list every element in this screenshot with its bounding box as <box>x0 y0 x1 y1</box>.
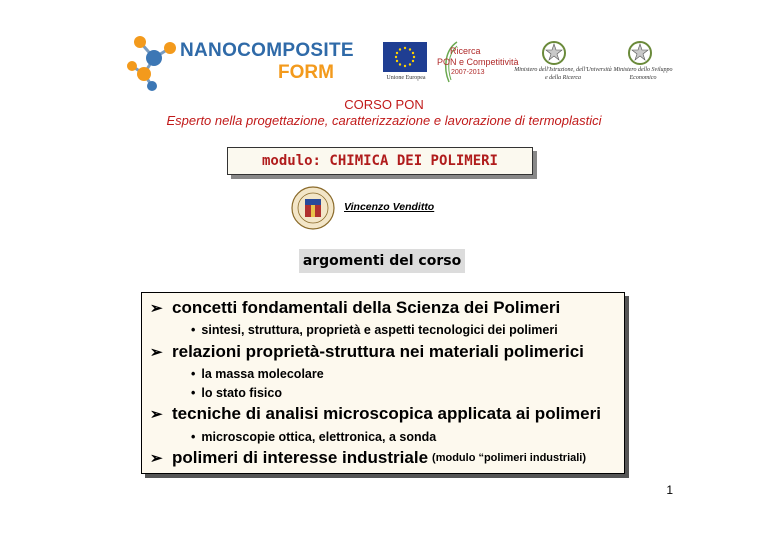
pon-logo <box>437 40 517 84</box>
topic-text: tecniche di analisi microscopica applicata ai polimeri <box>172 404 601 423</box>
author-name: Vincenzo Venditto <box>344 201 435 213</box>
subtopic-text: sintesi, struttura, proprietà e aspetti tecnologici dei polimeri <box>201 323 558 337</box>
eu-flag-icon <box>383 42 427 72</box>
bullet-dot: • <box>191 323 196 337</box>
pon-text-ricerca: Ricerca <box>450 46 481 56</box>
subtopic-text: la massa molecolare <box>201 367 324 381</box>
logo-text-line2: FORM <box>278 62 334 83</box>
topic-item-3 <box>150 404 601 424</box>
italian-emblem-icon <box>541 40 567 66</box>
topic-text: relazioni proprietà-struttura nei materiali polimerici <box>172 342 584 361</box>
bullet-dot: • <box>191 367 196 381</box>
logo-text-line1: NANOCOMPOSITE <box>180 40 354 61</box>
ministry-education-caption: Ministero dell'Istruzione, dell'Università e della Ricerca <box>514 67 612 81</box>
page-number: 1 <box>666 483 673 497</box>
subtopic-item <box>191 430 436 444</box>
subtopic-item <box>191 323 558 337</box>
course-title: CORSO PON <box>344 97 424 112</box>
subtopic-item <box>191 367 324 381</box>
subtopic-text: microscopie ottica, elettronica, a sonda <box>201 430 437 444</box>
nanocomposite-logo <box>122 28 354 92</box>
ministry-development-caption: Ministero dello Sviluppo Economico <box>613 67 673 81</box>
arrow-bullet-icon: ➢ <box>150 300 163 317</box>
arrow-bullet-icon: ➢ <box>150 450 163 467</box>
arrow-bullet-icon: ➢ <box>150 344 163 361</box>
pon-years: 2007-2013 <box>451 69 485 76</box>
bullet-dot: • <box>191 386 196 400</box>
topic-extra-text: (modulo “polimeri industriali) <box>432 452 587 464</box>
topic-text: polimeri di interesse industriale <box>172 448 429 467</box>
course-subtitle: Esperto nella progettazione, caratterizzazione e lavorazione di termoplastici <box>166 113 602 128</box>
topic-item-4 <box>150 448 586 468</box>
pon-text-competitivita: PON e Competitività <box>437 57 519 67</box>
topic-text: concetti fondamentali della Scienza dei Polimeri <box>172 298 561 317</box>
topics-box <box>141 292 625 474</box>
molecule-icon <box>122 28 182 92</box>
italian-emblem-icon-2 <box>627 40 653 66</box>
topic-item-1 <box>150 298 560 318</box>
subtopic-item <box>191 386 282 400</box>
eu-caption: Unione Europea <box>386 75 426 81</box>
subtopic-text: lo stato fisico <box>201 386 282 400</box>
arrow-bullet-icon: ➢ <box>150 406 163 423</box>
topic-item-2 <box>150 342 584 362</box>
bullet-dot: • <box>191 430 196 444</box>
university-seal-icon <box>291 186 335 230</box>
topics-label: argomenti del corso <box>299 249 465 273</box>
module-title-box: modulo: CHIMICA DEI POLIMERI <box>227 147 533 175</box>
